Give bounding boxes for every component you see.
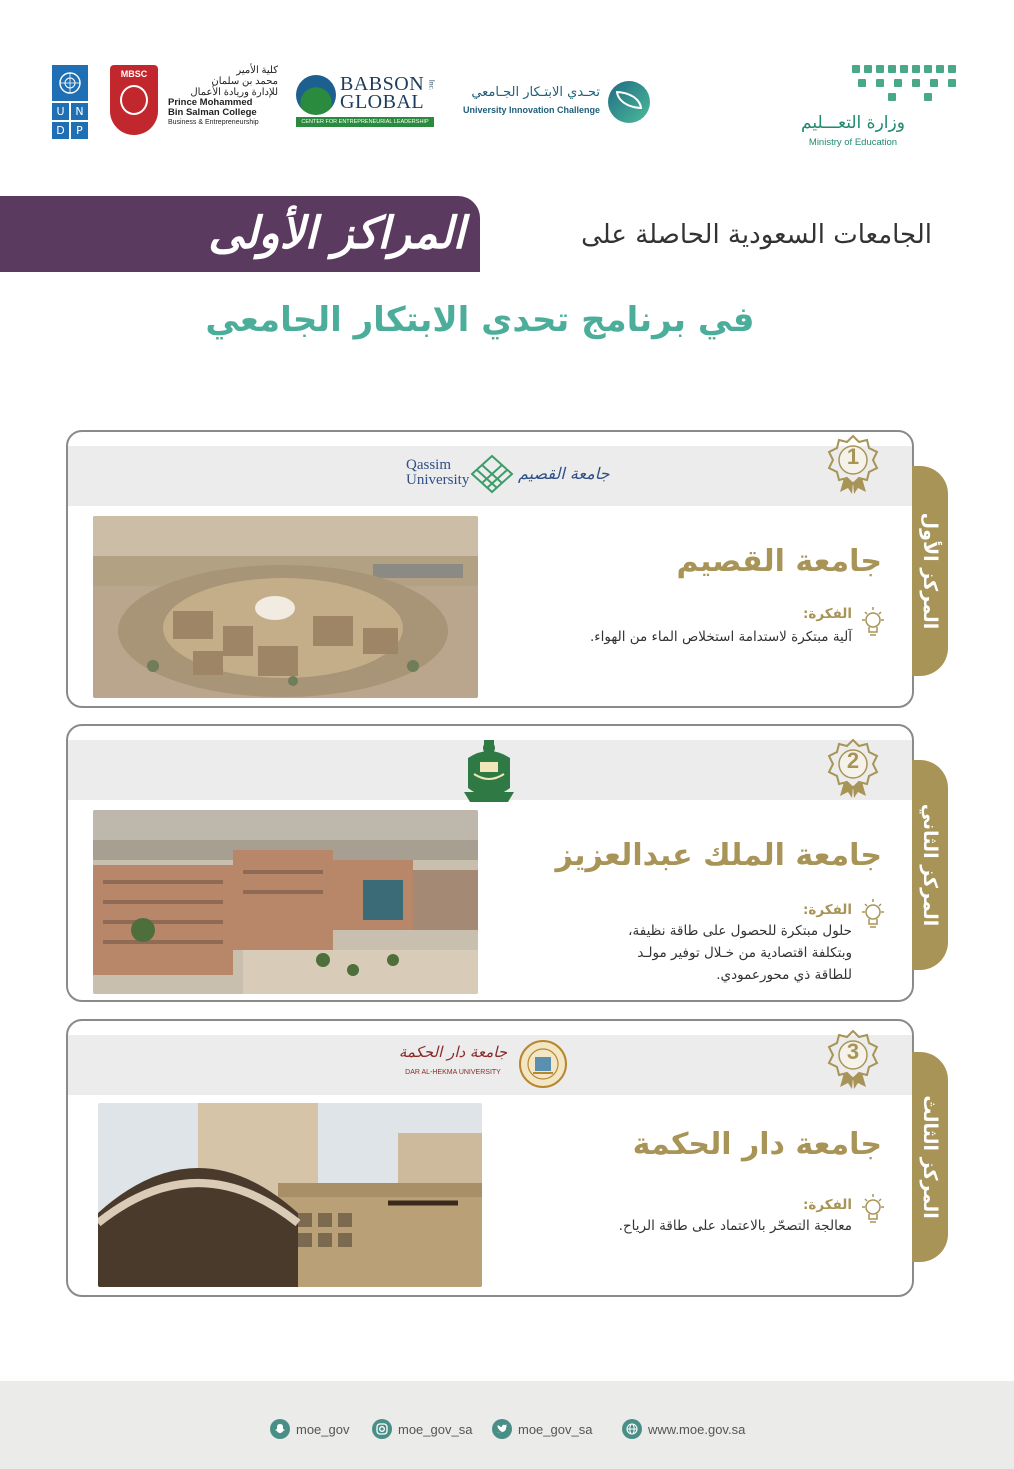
- idea-label: الفكرة:: [802, 902, 852, 918]
- undp-letter: N: [71, 103, 88, 120]
- qassim-university-logo: [406, 454, 610, 498]
- babson-logo: [296, 75, 436, 127]
- snapchat-link[interactable]: [270, 1418, 349, 1440]
- rank-medal-icon: [826, 738, 880, 798]
- uic-leaf-icon: [608, 81, 650, 123]
- idea-bulb-icon: [860, 1193, 886, 1227]
- place-tab-3: [912, 1052, 948, 1262]
- idea-label: الفكرة:: [802, 606, 852, 622]
- dah-logo-en: DAR AL-HEKMA UNIVERSITY: [405, 1069, 501, 1076]
- snapchat-handle: moe_gov: [296, 1421, 350, 1437]
- uic-name-ar: تحـدي الابتـكار الجـامعي: [471, 85, 600, 100]
- idea-text: آلية مبتكرة لاستدامة استخلاص الماء من الهواء.: [590, 629, 852, 645]
- uic-name-en: University Innovation Challenge: [462, 105, 600, 115]
- place-tab-1: [912, 466, 948, 676]
- place-label: المركز الثالث: [919, 1095, 941, 1219]
- university-name: جامعة دار الحكمة: [632, 1127, 882, 1162]
- moe-name-ar: وزارة التعـــليم: [801, 113, 905, 133]
- mbsc-logo: [110, 65, 278, 139]
- qassim-logo-en: Qassim: [406, 457, 451, 473]
- mbsc-name-en-sub: Business & Entrepreneurship: [168, 119, 259, 126]
- twitter-icon: [492, 1419, 512, 1439]
- dah-logo-ar: جامعة دار الحكمة: [398, 1043, 508, 1061]
- title-sub: في برنامج تحدي الابتكار الجامعي: [205, 300, 755, 340]
- mbsc-shield-icon: [110, 65, 158, 135]
- idea-text: [472, 920, 852, 986]
- rank-number: 2: [846, 748, 860, 773]
- globe-icon: [622, 1419, 642, 1439]
- undp-logo: [52, 65, 88, 139]
- qassim-logo-ar: جامعة القصيم: [518, 464, 610, 483]
- rank-card-3: [66, 1019, 914, 1297]
- kau-campus-photo: [93, 810, 478, 994]
- qassim-logo-en: University: [406, 472, 470, 488]
- instagram-link[interactable]: [372, 1418, 472, 1440]
- un-emblem-icon: [52, 65, 88, 101]
- rank-card-2: [66, 724, 914, 1002]
- website-link[interactable]: [622, 1418, 745, 1440]
- babson-bar: CENTER FOR ENTREPRENEURIAL LEADERSHIP: [296, 117, 434, 127]
- idea-label: الفكرة:: [802, 1197, 852, 1213]
- title-highlight: المراكز الأولى: [208, 208, 465, 259]
- idea-text: معالجة التصحّر بالاعتماد على طاقة الرياح.: [618, 1218, 852, 1234]
- mbsc-name-ar: للإدارة وريادة الأعمال: [190, 87, 278, 98]
- idea-bulb-icon: [860, 898, 886, 932]
- idea-line: حلول مبتكرة للحصول على طاقة نظيفة،: [628, 923, 852, 939]
- dar-al-hekma-campus-photo: [98, 1103, 482, 1287]
- rank-medal-icon: [826, 434, 880, 494]
- qassim-campus-photo: [93, 516, 478, 698]
- babson-inc: Inc.: [427, 79, 436, 91]
- moe-dots-icon: [850, 63, 960, 103]
- mbsc-name-en: Prince Mohammed: [168, 97, 253, 108]
- undp-letter: U: [52, 103, 69, 120]
- rank-number: 3: [846, 1039, 860, 1064]
- dah-seal-icon: [518, 1039, 568, 1089]
- instagram-handle: moe_gov_sa: [398, 1421, 473, 1437]
- instagram-icon: [372, 1419, 392, 1439]
- undp-letter: P: [71, 122, 88, 139]
- twitter-handle: moe_gov_sa: [518, 1421, 593, 1437]
- idea-line: وبتكلفة اقتصادية من خـلال توفير مولـد: [637, 945, 852, 961]
- mbsc-name-ar: محمد بن سلمان: [211, 76, 278, 87]
- mbsc-tag: MBSC: [120, 69, 148, 79]
- undp-letter: D: [52, 122, 69, 139]
- snapchat-icon: [270, 1419, 290, 1439]
- mbsc-name-en: Bin Salman College: [168, 107, 257, 118]
- place-tab-2: [912, 760, 948, 970]
- babson-line1: BABSON: [340, 73, 425, 95]
- university-name: جامعة الملك عبدالعزيز: [555, 838, 882, 873]
- moe-name-en: Ministry of Education: [808, 137, 898, 148]
- title-main: الجامعات السعودية الحاصلة على: [581, 220, 932, 250]
- partner-logos: [0, 55, 1014, 155]
- babson-globe-icon: [296, 75, 336, 115]
- moe-logo: [798, 63, 963, 153]
- uic-logo: [460, 81, 650, 125]
- twitter-link[interactable]: [492, 1418, 592, 1440]
- rank-number: 1: [846, 444, 860, 469]
- idea-bulb-icon: [860, 606, 886, 640]
- kau-logo: [460, 738, 518, 808]
- website-url: www.moe.gov.sa: [648, 1421, 746, 1437]
- qassim-lattice-icon: [470, 454, 514, 494]
- mbsc-name-ar: كلية الأمير: [236, 65, 278, 76]
- idea-line: للطاقة ذي محورعمودي.: [716, 967, 852, 983]
- university-name: جامعة القصيم: [676, 544, 882, 579]
- babson-line2: GLOBAL: [340, 91, 425, 113]
- dar-al-hekma-logo: [394, 1039, 584, 1091]
- rank-medal-icon: [826, 1029, 880, 1089]
- rank-card-1: [66, 430, 914, 708]
- place-label: المركز الأول: [919, 512, 941, 630]
- place-label: المركز الثاني: [919, 803, 941, 927]
